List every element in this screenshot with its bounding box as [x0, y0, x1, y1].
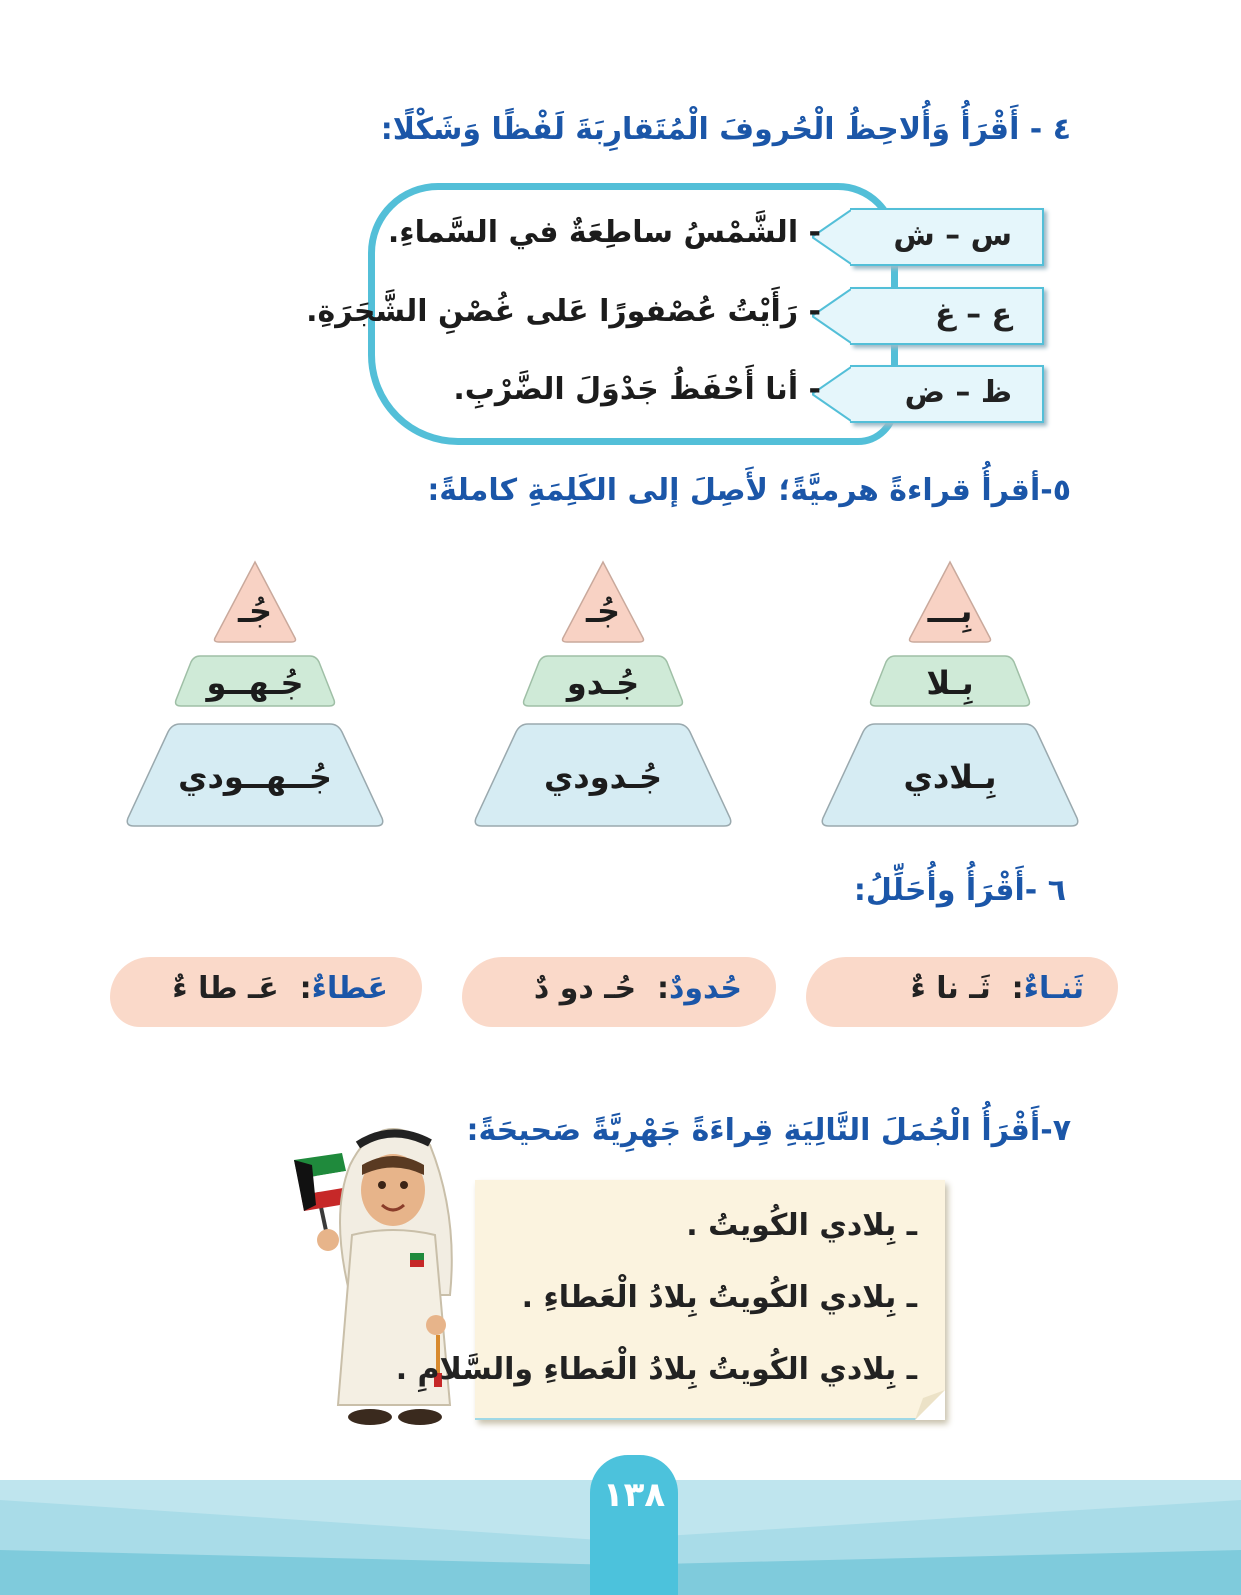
- boy-with-flag-illustration: [290, 1105, 470, 1455]
- analysis-pill: عَطاءٌ: عَـ طا ءٌ: [110, 957, 422, 1027]
- sentence-line: ـ بِلادي الكُويتُ بِلادُ الْعَطاءِ .: [521, 1280, 917, 1315]
- letter-pair: س – ش: [893, 218, 1012, 253]
- pyramid: [120, 560, 390, 830]
- analysis-pill: ثَنـاءٌ: ثَـ نا ءٌ: [806, 957, 1118, 1027]
- section6-heading: ٦ -أَقْرَأُ وأُحَلِّلُ:: [853, 873, 1066, 908]
- page-number: ١٣٨: [602, 1475, 666, 1515]
- analysis-word: حُدودٌ: [669, 971, 742, 1006]
- page-curl-icon: [915, 1390, 945, 1420]
- pyramid: [468, 560, 738, 830]
- example-sentence: - أنا أَحْفَظُ جَدْوَلَ الضَّرْبِ.: [453, 372, 821, 407]
- analysis-parts: عَـ طا ءٌ: [172, 971, 279, 1006]
- pyramid-base-text: جُـدودي: [543, 758, 663, 796]
- pyramid-middle-text: جُـهــو: [206, 664, 304, 702]
- example-sentence: - رَأَيْتُ عُصْفورًا عَلى غُصْنِ الشَّجَرَةِ.: [306, 294, 821, 329]
- sentence-line: ـ بِلادي الكُويتُ .: [686, 1208, 917, 1243]
- analysis-pill: حُدودٌ: حُـ دو دٌ: [462, 957, 776, 1027]
- analysis-word: ثَنـاءٌ: [1023, 971, 1084, 1006]
- pyramid-top-text: جُـ: [238, 592, 272, 630]
- pyramid-middle-text: بِـلا: [926, 664, 974, 702]
- pyramid: [815, 560, 1085, 830]
- pyramid-middle-text: جُـدو: [566, 664, 640, 702]
- example-sentence: - الشَّمْسُ ساطِعَةٌ في السَّماءِ.: [387, 215, 821, 250]
- letter-pair-tag: [850, 365, 1044, 423]
- section5-heading: ٥-أقرأُ قراءةً هرميَّةً؛ لأَصِلَ إلى الكَلِمَةِ كاملةً:: [427, 473, 1071, 508]
- analysis-parts: ثَـ نا ءٌ: [910, 971, 991, 1006]
- letter-pair-tag: [850, 287, 1044, 345]
- section7-heading: ٧-أَقْرَأُ الْجُمَلَ التَّالِيَةِ قِراءَةً جَهْرِيَّةً صَحيحَةً:: [466, 1113, 1071, 1148]
- analysis-parts: حُـ دو دٌ: [533, 971, 637, 1006]
- sentences-note: [395, 1180, 945, 1420]
- analysis-word: عَطاءٌ: [311, 971, 388, 1006]
- sentence-line: ـ بِلادي الكُويتُ بِلادُ الْعَطاءِ والسَّلامِ .: [395, 1352, 917, 1387]
- page-number-badge: [590, 1455, 678, 1595]
- pyramid-base-text: جُــهــودي: [178, 758, 332, 796]
- section4-heading: ٤ - أَقْرَأُ وَأُلاحِظُ الْحُروفَ الْمُتَقارِبَةَ لَفْظًا وَشَكْلًا:: [380, 112, 1071, 147]
- letter-pair: ظ – ض: [904, 375, 1012, 410]
- pyramid-top-text: بِـــ: [927, 592, 973, 630]
- letter-pair: ع – غ: [935, 297, 1012, 332]
- pyramid-base-text: بِـلادي: [903, 758, 997, 796]
- letter-pair-tag: [850, 208, 1044, 266]
- pyramid-top-text: جُـ: [586, 592, 620, 630]
